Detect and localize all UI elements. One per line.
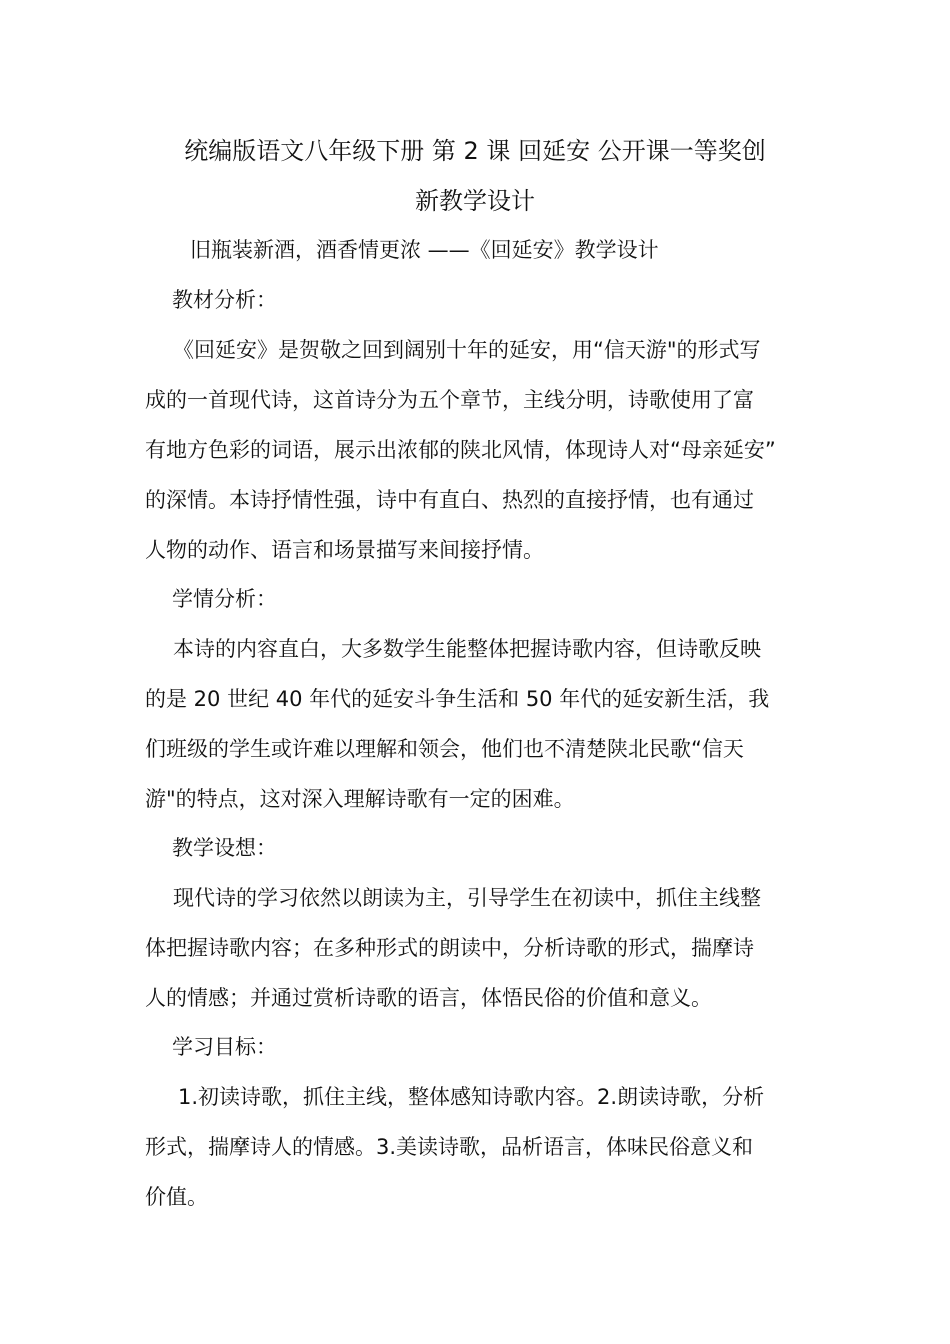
text-line: 现代诗的学习依然以朗读为主，引导学生在初读中，抓住主线整	[173, 886, 761, 910]
heading-teaching-idea: 教学设想：	[172, 836, 277, 860]
title-line-1: 统编版语文八年级下册 第 2 课 回延安 公开课一等奖创	[184, 137, 766, 165]
text-line: 们班级的学生或许难以理解和领会，他们也不清楚陕北民歌“信天	[145, 737, 744, 761]
paragraph-material-analysis	[145, 325, 807, 575]
text-line: 本诗的内容直白，大多数学生能整体把握诗歌内容，但诗歌反映	[173, 637, 761, 661]
text-line: 成的一首现代诗，这首诗分为五个章节，主线分明，诗歌使用了富	[145, 388, 754, 412]
paragraph-student-analysis	[145, 624, 807, 824]
text-line: 游"的特点，这对深入理解诗歌有一定的困难。	[145, 787, 575, 811]
paragraph-learning-goals	[145, 1072, 807, 1222]
title-line-2: 新教学设计	[415, 187, 535, 215]
text-line: 的是 20 世纪 40 年代的延安斗争生活和 50 年代的延安新生活，我	[145, 687, 770, 711]
document-subtitle: 旧瓶装新酒，酒香情更浓 ——《回延安》教学设计	[190, 238, 659, 262]
text-line: 人的情感；并通过赏析诗歌的语言，体悟民俗的价值和意义。	[145, 986, 712, 1010]
document-title	[145, 126, 805, 226]
text-line: 的深情。本诗抒情性强，诗中有直白、热烈的直接抒情，也有通过	[145, 488, 754, 512]
heading-learning-goals: 学习目标：	[172, 1035, 277, 1059]
text-line: 形式，揣摩诗人的情感。3.美读诗歌，品析语言，体味民俗意义和	[145, 1135, 754, 1159]
heading-student-analysis: 学情分析：	[172, 587, 277, 611]
text-line: 1.初读诗歌，抓住主线，整体感知诗歌内容。2.朗读诗歌，分析	[178, 1085, 765, 1109]
heading-material-analysis: 教材分析：	[172, 288, 277, 312]
text-line: 有地方色彩的词语，展示出浓郁的陕北风情，体现诗人对“母亲延安”	[145, 438, 776, 462]
paragraph-teaching-idea	[145, 873, 807, 1023]
text-line: 体把握诗歌内容；在多种形式的朗读中，分析诗歌的形式，揣摩诗	[145, 936, 754, 960]
text-line: 价值。	[145, 1185, 208, 1209]
text-line: 人物的动作、语言和场景描写来间接抒情。	[145, 538, 544, 562]
text-line: 《回延安》是贺敬之回到阔别十年的延安，用“信天游"的形式写	[173, 338, 761, 362]
